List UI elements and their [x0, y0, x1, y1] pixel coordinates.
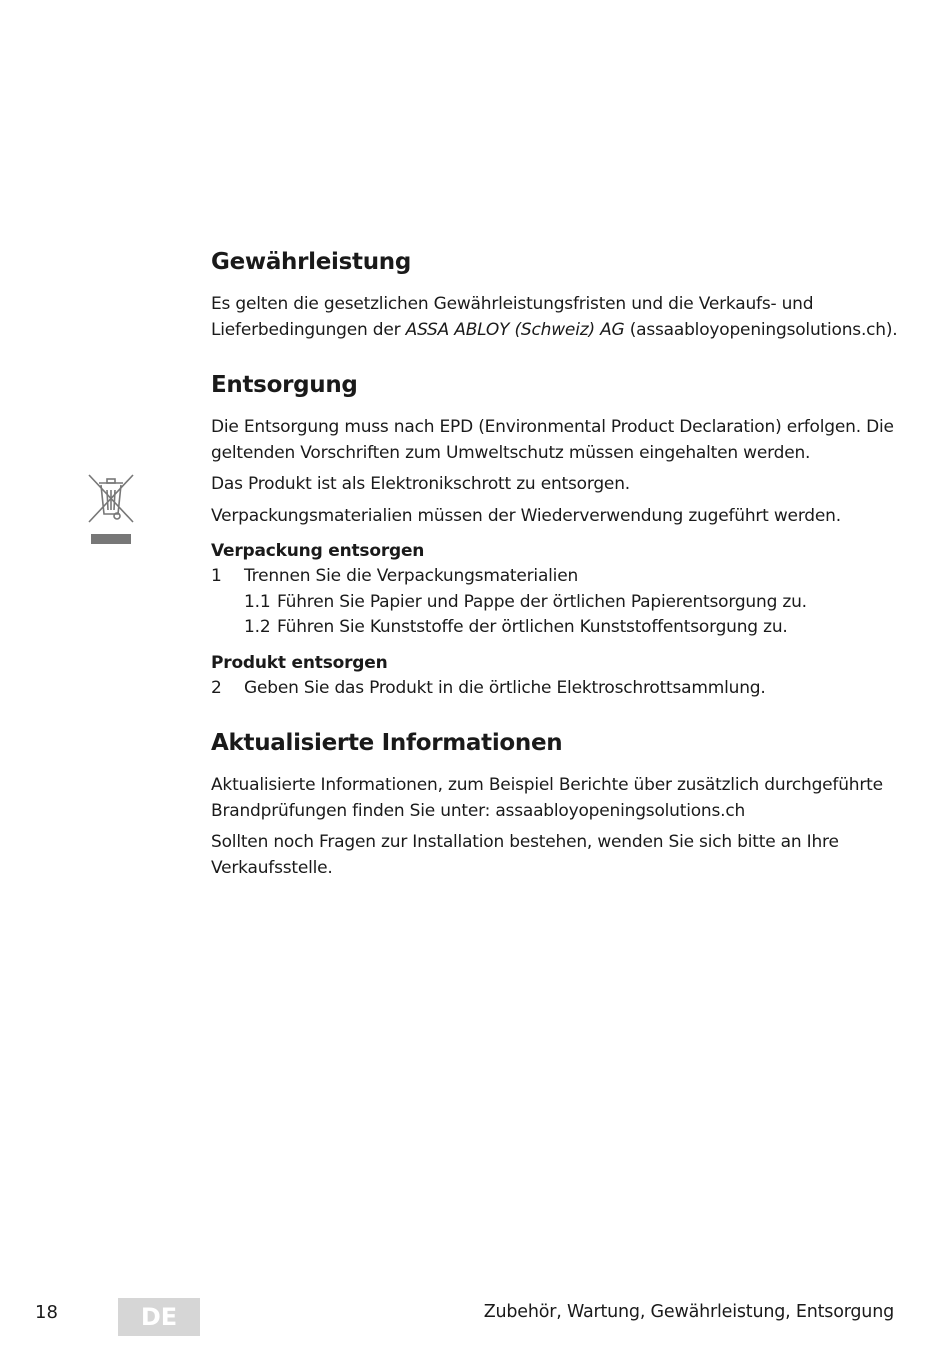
disposal-electronic-text: Das Produkt ist als Elektronikschrott zu entsorgen.: [211, 474, 630, 494]
disposal-heading: Entsorgung: [211, 372, 358, 398]
warranty-heading: Gewährleistung: [211, 249, 412, 275]
language-badge: DE: [118, 1298, 200, 1336]
main-content: [211, 246, 911, 887]
step-text: Trennen Sie die Verpackungsmaterialien: [244, 566, 579, 586]
page-number: 18: [35, 1302, 58, 1323]
packaging-substep-plastic: [211, 615, 911, 641]
footer-section-title: Zubehör, Wartung, Gewährleistung, Entsorgung: [483, 1302, 894, 1322]
crossed-out-wheelie-bin-icon: [85, 472, 137, 546]
warranty-text-a: Es gelten die gesetzlichen Gewährleistungsfristen und die Verkaufs- und Lieferbedingungen der: [211, 294, 814, 340]
updates-contact-text: Sollten noch Fragen zur Installation bestehen, wenden Sie sich bitte an Ihre Verkaufsstelle.: [211, 832, 839, 878]
substep-text: Führen Sie Kunststoffe der örtlichen Kunststoffentsorgung zu.: [277, 617, 788, 637]
updates-text: Aktualisierte Informationen, zum Beispiel Berichte über zusätzlich durchgeführte Brandprüfungen finden Sie unter: assaabloyopeningsolutions.ch: [211, 775, 883, 821]
substep-number: 1.2: [244, 617, 271, 637]
disposal-epd-text: Die Entsorgung muss nach EPD (Environmental Product Declaration) erfolgen. Die geltenden Vorschriften zum Umweltschutz müssen eingehalten werden.: [211, 417, 894, 463]
product-step: [211, 676, 911, 702]
packaging-disposal-title: Verpackung entsorgen: [211, 541, 425, 561]
company-name: ASSA ABLOY (Schweiz) AG: [405, 319, 625, 340]
warranty-text-b: (assaabloyopeningsolutions.ch).: [624, 319, 898, 340]
warranty-text: [211, 292, 911, 343]
packaging-step: [211, 564, 911, 590]
substep-text: Führen Sie Papier und Pappe der örtlichen Papierentsorgung zu.: [277, 591, 807, 612]
disposal-packaging-text: Verpackungsmaterialien müssen der Wiederverwendung zugeführt werden.: [211, 505, 841, 526]
updates-heading: Aktualisierte Informationen: [211, 730, 563, 756]
packaging-substep-paper: [211, 590, 911, 616]
product-disposal-title: Produkt entsorgen: [211, 652, 388, 673]
step-number: 1: [211, 566, 222, 586]
step-number: 2: [211, 677, 222, 698]
substep-number: 1.1: [244, 591, 271, 612]
step-text: Geben Sie das Produkt in die örtliche Elektroschrottsammlung.: [244, 677, 766, 698]
